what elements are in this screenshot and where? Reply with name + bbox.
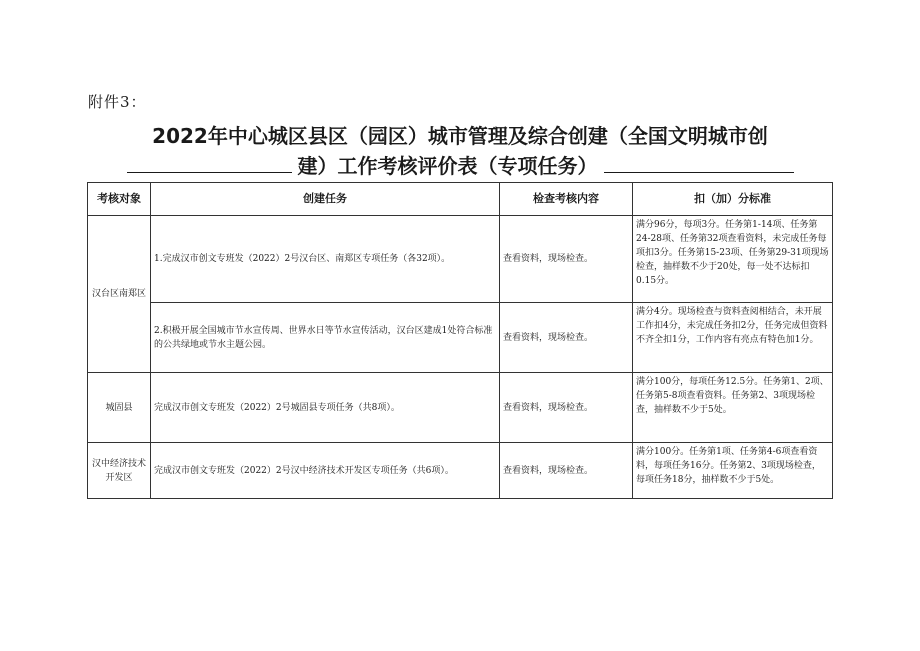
evaluation-table	[87, 182, 833, 499]
score-cell: 满分100分，每项任务12.5分。任务第1、2项、任务第5-8项查看资料。任务第2、3项现场检查，抽样数不少于5处。	[633, 373, 833, 443]
object-cell: 城固县	[88, 373, 151, 443]
header-score: 扣（加）分标准	[633, 183, 833, 216]
score-cell: 满分4分。现场检查与资料查阅相结合，未开展工作扣4分，未完成任务扣2分，任务完成但资料不齐全扣1分，工作内容有亮点有特色加1分。	[633, 303, 833, 373]
table-row	[88, 373, 833, 443]
content-cell: 查看资料，现场检查。	[500, 443, 633, 499]
content-cell: 查看资料，现场检查。	[500, 373, 633, 443]
table-row	[88, 216, 833, 303]
header-object: 考核对象	[88, 183, 151, 216]
table-row	[88, 303, 833, 373]
title-underline-right	[604, 172, 794, 173]
table-header-row	[88, 183, 833, 216]
content-cell: 查看资料，现场检查。	[500, 216, 633, 303]
content-cell: 查看资料，现场检查。	[500, 303, 633, 373]
object-cell: 汉中经济技术开发区	[88, 443, 151, 499]
header-task: 创建任务	[151, 183, 500, 216]
object-cell	[88, 216, 151, 373]
task-cell: 完成汉市创文专班发（2022）2号汉中经济技术开发区专项任务（共6项）。	[151, 443, 500, 499]
task-cell: 完成汉市创文专班发（2022）2号城固县专项任务（共8项）。	[151, 373, 500, 443]
title-underline-left	[127, 172, 292, 173]
score-cell: 满分96分，每项3分。任务第1-14项、任务第24-28项、任务第32项查看资料，未完成任务每项扣3分。任务第15-23项、任务第29-31项现场检查，抽样数不少于20处，每一处不达标扣0.15分。	[633, 216, 833, 303]
task-cell: 1.完成汉市创文专班发（2022）2号汉台区、南郑区专项任务（各32项）。	[151, 216, 500, 303]
attachment-label: 附件3：	[88, 93, 147, 111]
document-title-line2-text: 建）工作考核评价表（专项任务）	[297, 154, 598, 178]
task-cell: 2.积极开展全国城市节水宣传周、世界水日等节水宣传活动，汉台区建成1处符合标准的公共绿地或节水主题公园。	[151, 303, 500, 373]
document-title-line2	[60, 150, 860, 179]
document-title-line1: 2022年中心城区县区（园区）城市管理及综合创建（全国文明城市创	[152, 124, 768, 148]
object-name: 汉台区南郑区	[91, 289, 146, 299]
header-content: 检查考核内容	[500, 183, 633, 216]
table-row	[88, 443, 833, 499]
score-cell: 满分100分。任务第1项、任务第4-6项查看资料，每项任务16分。任务第2、3项现场检查，每项任务18分，抽样数不少于5处。	[633, 443, 833, 499]
